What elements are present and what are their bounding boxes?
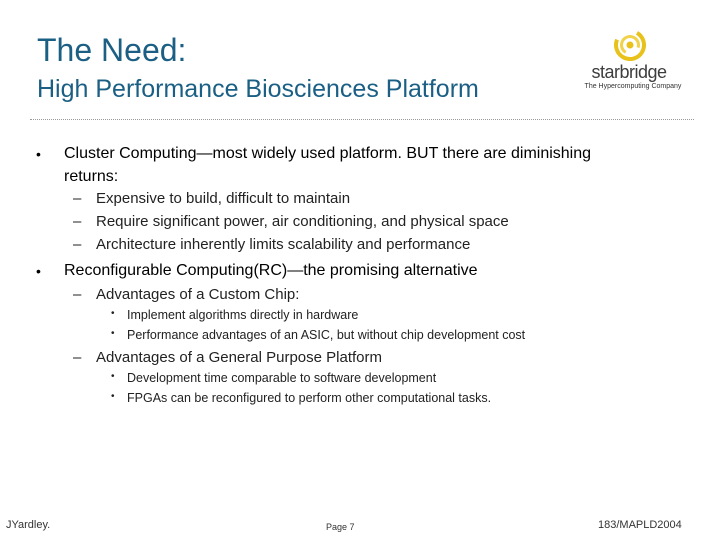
sub-sub-bullet-dot: • (111, 328, 115, 339)
footer-reference: 183/MAPLD2004 (598, 519, 682, 531)
logo-tagline: The Hypercomputing Company (584, 83, 682, 90)
sub-sub-bullet-dot: • (111, 308, 115, 319)
sub-sub-bullet-text: Development time comparable to software development (127, 371, 437, 385)
sub-sub-bullet-dot: • (111, 371, 115, 382)
starbridge-logo (583, 28, 683, 98)
sub-bullet-text: Require significant power, air conditioning, and physical space (96, 213, 509, 230)
bullet-marker: • (36, 146, 41, 162)
footer-author: JYardley. (6, 519, 51, 531)
slide-title: The Need: (37, 32, 187, 68)
sub-bullet-dash: – (73, 190, 82, 207)
swirl-logo-icon (607, 28, 653, 62)
bullet-text: Cluster Computing—most widely used platform. BUT there are diminishing (64, 145, 592, 162)
sub-bullet-dash: – (73, 349, 82, 366)
header-divider (30, 119, 694, 120)
sub-bullet-text: Advantages of a Custom Chip: (96, 286, 300, 303)
sub-bullet-text: Expensive to build, difficult to maintain (96, 190, 351, 207)
sub-bullet-text: Advantages of a General Purpose Platform (96, 349, 382, 366)
sub-sub-bullet-text: Implement algorithms directly in hardware (127, 308, 359, 322)
sub-sub-bullet-dot: • (111, 391, 115, 402)
sub-bullet-dash: – (73, 213, 82, 230)
bullet-marker: • (36, 263, 41, 279)
sub-sub-bullet-text: Performance advantages of an ASIC, but without chip development cost (127, 328, 526, 342)
footer-page-number: Page 7 (326, 522, 355, 532)
sub-bullet-text: Architecture inherently limits scalability and performance (96, 236, 471, 253)
sub-sub-bullet-text: FPGAs can be reconfigured to perform other computational tasks. (127, 391, 492, 405)
bullet-text: Reconfigurable Computing(RC)—the promising alternative (64, 262, 478, 279)
slide-subtitle: High Performance Biosciences Platform (37, 75, 479, 103)
sub-bullet-dash: – (73, 236, 82, 253)
logo-wordmark: starbridge (591, 62, 667, 82)
sub-bullet-dash: – (73, 286, 82, 303)
bullet-text-continued: returns: (64, 168, 119, 185)
